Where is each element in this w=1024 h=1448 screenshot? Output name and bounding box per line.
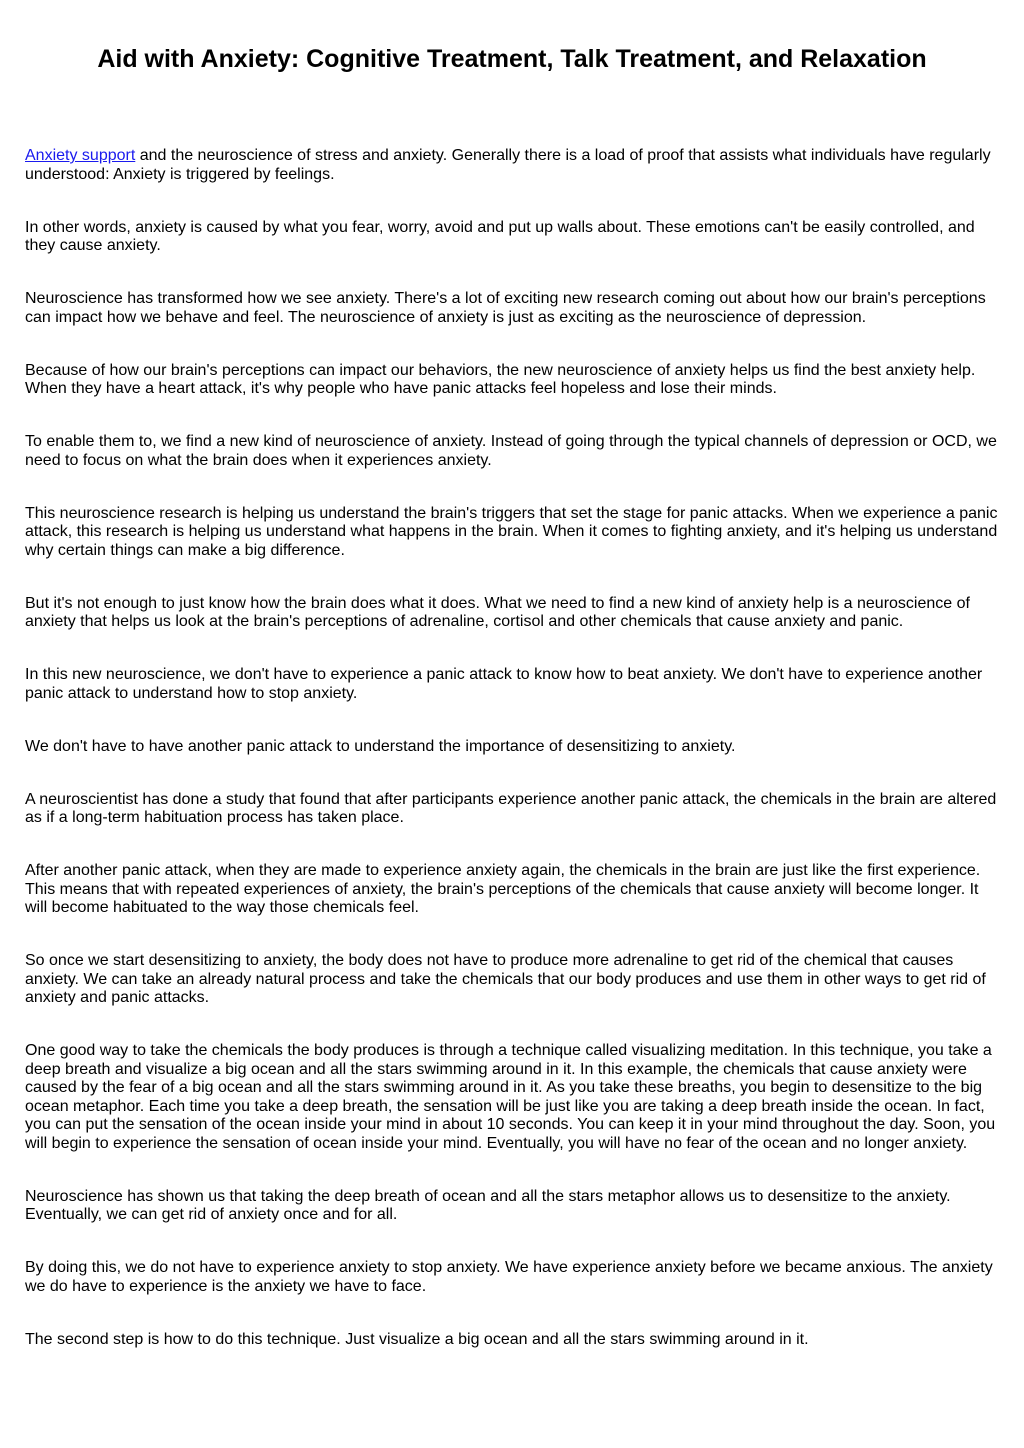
paragraph-4: To enable them to, we find a new kind of neuroscience of anxiety. Instead of going through the typical channels of depression or OCD, we need to focus on what the brain does when it experiences anxiety. xyxy=(25,433,997,469)
paragraph-3: Because of how our brain's perceptions can impact our behaviors, the new neuroscience of anxiety helps us find the best anxiety help. When they have a heart attack, it's why people who have panic attacks feel hopeless and lose their minds. xyxy=(25,361,976,397)
intro-text: and the neuroscience of stress and anxiety. Generally there is a load of proof that assists what individuals have regularly understood: Anxiety is triggered by feelings. xyxy=(25,147,991,183)
anxiety-support-link[interactable]: Anxiety support xyxy=(25,147,136,164)
paragraph-15: The second step is how to do this technique. Just visualize a big ocean and all the stars swimming around in it. xyxy=(25,1330,809,1348)
article-body xyxy=(25,147,1003,1384)
intro-paragraph xyxy=(25,147,1003,184)
paragraph-2: Neuroscience has transformed how we see anxiety. There's a lot of exciting new research coming out about how our brain's perceptions can impact how we behave and feel. The neuroscience of anxiety is just as exciting as the neuroscience of depression. xyxy=(25,290,986,326)
paragraph-6: But it's not enough to just know how the brain does what it does. What we need to find a new kind of anxiety help is a neuroscience of anxiety that helps us look at the brain's perceptions of adrenaline, cortisol and other chemicals that cause anxiety and panic. xyxy=(25,594,970,630)
paragraph-1: In other words, anxiety is caused by what you fear, worry, avoid and put up walls about. These emotions can't be easily controlled, and they cause anxiety. xyxy=(25,218,975,254)
paragraph-12: One good way to take the chemicals the body produces is through a technique called visualizing meditation. In this technique, you take a deep breath and visualize a big ocean and all the stars swimming around in it. In this example, the chemicals that cause anxiety were caused by the fear of a big ocean and all the stars swimming around in it. As you take these breaths, you begin to desensitize to the big ocean metaphor. Each time you take a deep breath, the sensation will be just like you are taking a deep breath inside the ocean. In fact, you can put the sensation of the ocean inside your mind in about 10 seconds. You can keep it in your mind throughout the day. Soon, you will begin to experience the sensation of ocean inside your mind. Eventually, you will have no fear of the ocean and no longer anxiety. xyxy=(25,1042,996,1152)
paragraph-8: We don't have to have another panic attack to understand the importance of desensitizing to anxiety. xyxy=(25,737,736,755)
paragraph-9: A neuroscientist has done a study that found that after participants experience another panic attack, the chemicals in the brain are altered as if a long-term habituation process has taken place. xyxy=(25,790,997,826)
paragraph-11: So once we start desensitizing to anxiety, the body does not have to produce more adrenaline to get rid of the chemical that causes anxiety. We can take an already natural process and take the chemicals that our body produces and use them in other ways to get rid of anxiety and panic attacks. xyxy=(25,952,986,1006)
paragraph-7: In this new neuroscience, we don't have to experience a panic attack to know how to beat anxiety. We don't have to experience another panic attack to understand how to stop anxiety. xyxy=(25,666,983,702)
paragraph-13: Neuroscience has shown us that taking the deep breath of ocean and all the stars metaphor allows us to desensitize to the anxiety. Eventually, we can get rid of anxiety once and for all. xyxy=(25,1187,951,1223)
paragraph-5: This neuroscience research is helping us understand the brain's triggers that set the stage for panic attacks. When we experience a panic attack, this research is helping us understand what happens in the brain. When it comes to fighting anxiety, and it's helping us understand why certain things can make a big difference. xyxy=(25,504,998,559)
paragraph-10: After another panic attack, when they are made to experience anxiety again, the chemicals in the brain are just like the first experience. This means that with repeated experiences of anxiety, the brain's perceptions of the chemicals that cause anxiety will become longer. It will become habituated to the way those chemicals feel. xyxy=(25,862,981,916)
page-title: Aid with Anxiety: Cognitive Treatment, Talk Treatment, and Relaxation xyxy=(97,45,927,73)
paragraph-14: By doing this, we do not have to experience anxiety to stop anxiety. We have experience anxiety before we became anxious. The anxiety we do have to experience is the anxiety we have to face. xyxy=(25,1259,993,1295)
